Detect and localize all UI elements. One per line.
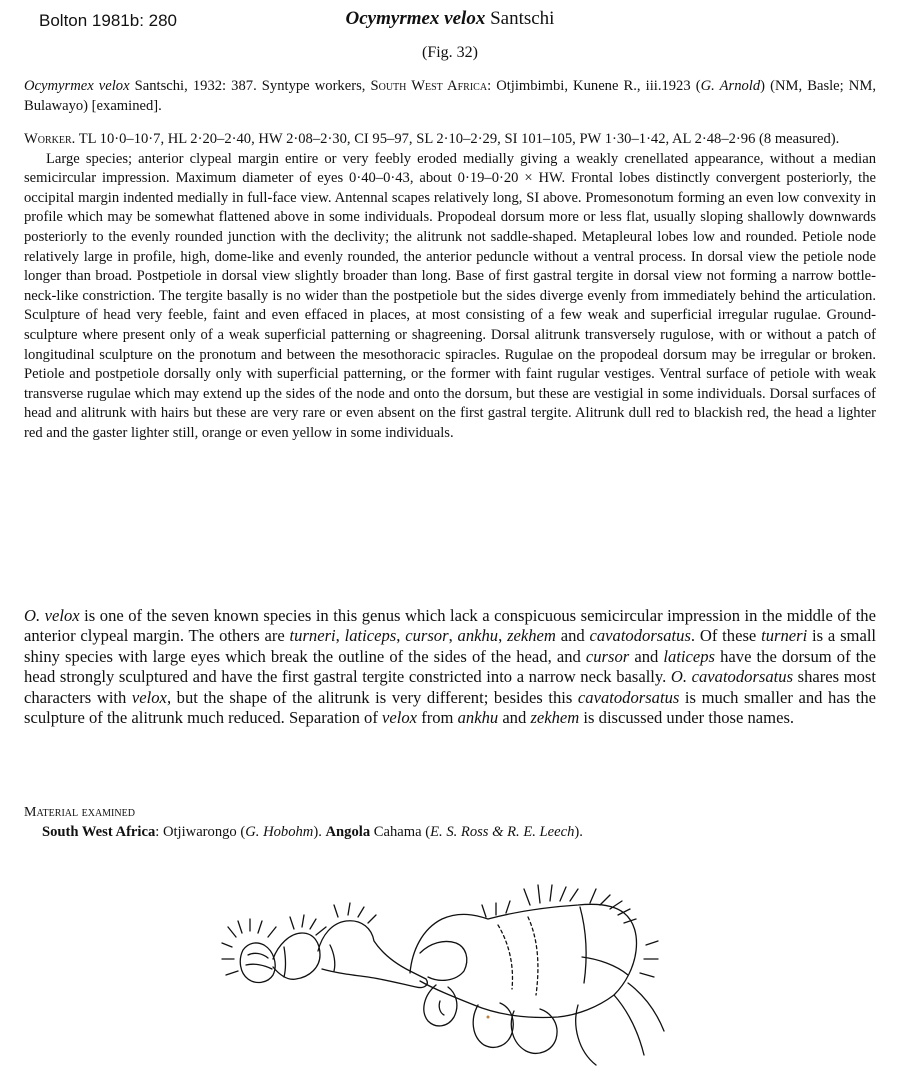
species-name: Ocymyrmex velox (345, 8, 486, 29)
species-ref: turneri (289, 626, 336, 646)
synonymy-text: ) (NM, Basle; NM, Bulawayo) [examined]. (24, 78, 876, 114)
worker-description-text: Large species; anterior clypeal margin entire or very feebly eroded medially giving a weakly crenellated appearance, without a median semicircular impression. Maximum diameter of eyes 0·40–0·43, about 0·19–0·20 × HW. Frontal lobes distinctly convergent posteriorly, the occipital margin indented medially in full-face view. Antennal scapes relatively long, SI above. Promesonotum forming an even low convexity in profile which may be somewhat flattened above in some individuals. Propodeal dorsum more or less flat, usually sloping shallowly downwards posteriorly to the evenly rounded junction with the declivity; the alitrunk not saddle-shaped. Metapleural lobes low and rounded. Petiole node relatively large in profile, high, dome-like and evenly rounded, the anterior peduncle without a ventral process. In dorsal view the petiole node longer than broad. Postpetiole in dorsal view slightly broader than long. Base of first gastral tergite in dorsal view not forming a narrow bottle-neck-like constriction. The tergite basally is no wider than the postpetiole but the sides diverge evenly from immediately behind the articulation. Sculpture of head very feeble, faint and even effaced in places, at most consisting of a few weak and superficial irregular rugulae. Ground-sculpture where present only of a weak superficial patterning or shagreening. Dorsal alitrunk transversely rugulose, with or without a patch of longitudinal sculpture on the pronotum and between the mesothoracic spiracles. Rugulae on the propodeal dorsum may be irregular or broken. Petiole and postpetiole dorsally only with superficial patterning, or the former with faint rugular vestiges. Ventral surface of petiole with weak transverse rugulae which may extend up the sides of the node and onto the dorsum, but these are vestigial in some individuals. Dorsal surfaces of head and alitrunk with hairs but these are very rare or even absent on the first gastral tergite. Alitrunk dull red to blackish red, the head a lighter red and the gaster lighter still, orange or even yellow in some individuals. (24, 150, 876, 441)
leg-outline (614, 995, 644, 1055)
synonymy-paragraph (24, 77, 876, 116)
discussion-text: shares most characters with (24, 667, 876, 707)
material-heading: Material examined (24, 805, 135, 820)
species-ref: ankhu (457, 708, 499, 728)
material-examined (24, 803, 876, 842)
discussion-text: and (555, 626, 590, 646)
citation-reference: Bolton 1981b: 280 (39, 11, 178, 30)
species-ref: cavatodorsatus (589, 626, 691, 646)
discussion-text: from (417, 708, 458, 728)
discussion-text: is a small shiny species with large eyes which break the outline of the sides of the head, and (24, 626, 877, 666)
synonymy-text: Santschi, 1932: 387. Syntype workers, (129, 78, 371, 94)
worker-measurements: TL 10·0–10·7, HL 2·20–2·40, HW 2·08–2·30, CI 95–97, SL 2·10–2·29, SI 101–105, PW 1·30–1·42, AL 2·48–2·96 (8 measured). (75, 131, 840, 147)
material-locality: Angola (325, 823, 371, 840)
discussion-text: is one of the seven known species in this genus which lack a conspicuous semicircular impression in the middle of the anterior clypeal margin. The others are (24, 606, 876, 646)
species-ref: ankhu (457, 626, 499, 646)
species-ref: laticeps (344, 626, 397, 646)
material-collector: G. Hobohm (245, 823, 314, 840)
material-locality: South West Africa (42, 823, 156, 840)
figure-reference: (Fig. 32) (422, 44, 478, 61)
material-text: : Otjiwarongo ( (155, 823, 246, 840)
material-line (24, 823, 876, 843)
material-collector: E. S. Ross & R. E. Leech (430, 823, 575, 840)
material-text: ). (313, 823, 326, 840)
species-ref: O. cavatodorsatus (670, 667, 794, 687)
discussion-text: is discussed under those names. (579, 708, 795, 728)
discussion-text: and (498, 708, 531, 728)
leg-outline (576, 1005, 596, 1065)
species-ref: zekhem (507, 626, 556, 646)
species-ref: turneri (761, 626, 808, 646)
discussion-text: have the dorsum of the head strongly sculptured and have the first gastral tergite constricted into a narrow neck basally. (24, 646, 877, 687)
postpetiole-outline (273, 933, 320, 979)
species-ref: cursor (585, 646, 630, 666)
discussion-text: is much smaller and has the sculpture of the alitrunk much reduced. Separation of (24, 687, 876, 728)
species-title (0, 8, 900, 30)
species-author: Santschi (485, 8, 555, 29)
species-ref: velox (382, 708, 418, 728)
synonymy-name: Ocymyrmex velox (24, 78, 130, 94)
species-ref: cavatodorsatus (577, 687, 680, 707)
worker-heading: Worker. (24, 131, 76, 147)
leg-outline (473, 1003, 513, 1047)
discussion-paragraph (24, 606, 876, 728)
species-ref: cursor (405, 626, 449, 646)
petiole-outline (318, 921, 427, 988)
species-ref: velox (131, 687, 167, 707)
synonymy-collector: G. Arnold (700, 78, 761, 94)
worker-description (24, 130, 876, 444)
material-text: Cahama ( (370, 823, 431, 840)
gaster-outline (240, 943, 275, 983)
discussion-text: , (396, 626, 406, 646)
synonymy-text: : Otjimbimbi, Kunene R., iii.1923 ( (487, 78, 701, 94)
material-text: ). (574, 823, 583, 840)
discussion-text: . Of these (690, 626, 762, 646)
discussion-text: and (629, 646, 664, 666)
synonymy-locality: South West Africa (370, 78, 488, 94)
species-ref: zekhem (530, 708, 580, 728)
ant-profile-drawing (198, 855, 718, 1077)
discussion-text: , (335, 626, 345, 646)
discussion-text: , but the shape of the alitrunk is very different; besides this (166, 687, 578, 707)
discussion-text: , (448, 626, 458, 646)
discussion-text: , (498, 626, 508, 646)
species-ref: laticeps (663, 646, 716, 666)
species-ref: O. velox (24, 606, 80, 625)
